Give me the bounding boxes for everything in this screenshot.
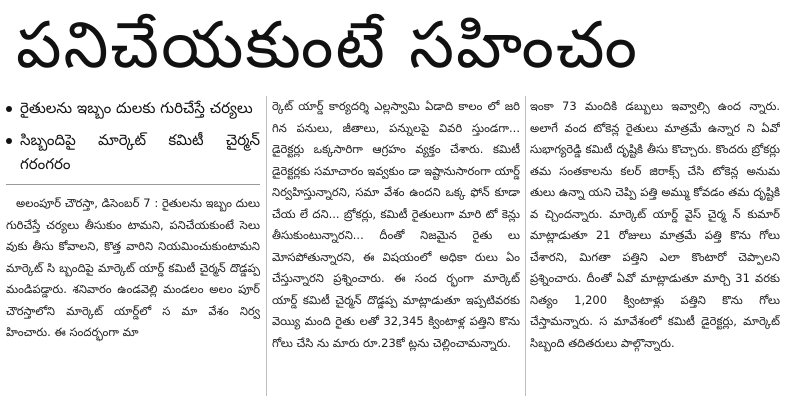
highlight-text: రైతులను ఇబ్బం దులకు గురిచేస్తే చర్యలు xyxy=(20,99,253,117)
article-column-1 xyxy=(6,96,260,402)
article-paragraph-3: ఇంకా 73 మందికి డబ్బులు ఇవ్వాల్సి ఉంద న్నారు. అలాగే వంద టోకెన్ల రైతులు మాత్రమే ఉన్నార ని ఏవో సుభాగ్యరెడ్డి కమిటీ దృష్టికి తీసు కొచ్చారు. కొందరు బ్రోకర్లు తమ సంతకాలను కలర్ జిరాక్స్ చేసి టోకెన్ల అనుమ తులు ఉన్నా యని చెప్పి పత్తి అమ్ము కోవడం తమ దృష్టికి వ చ్చిందన్నారు. మార్కెట్ యార్డ్ వైస్ చైర్మ న్ కుమార్ మాట్లాడుతూ 21 రోజులు మాత్రమే పత్తి కొను గోలు చేశారని, మిగతా పత్తిని ఎలా కొంటారో చెప్పాలని ప్రశ్నించారు. దీంతో ఏవో మాట్లాడుతూ మార్చి 31 వరకు నిత్యం 1,200 క్వింటాళ్లు పత్తిని కొను గోలు చేస్తామన్నారు. స మావేశంలో కమిటీ డైరెక్టర్లు, మార్కెట్ సిబ్బంది తదితరులు పాల్గొన్నారు. xyxy=(530,99,780,350)
highlight-item xyxy=(6,128,260,176)
highlight-list xyxy=(6,96,260,176)
bullet-icon xyxy=(6,106,12,112)
article-paragraph-2: ర్కెట్ యార్డ్ కార్యదర్శి ఎల్లస్వామి ఏడాది కాలం లో జరి గిన పనులు, జీతాలు, పన్నులపై వివరి స్తుండగా... డైరెక్టర్లు ఒక్కసారిగా ఆగ్రహం వ్యక్తం చేశారు. కమిటీ డైరెక్టర్లకు సమాచారం ఇవ్వకుం డా ఇష్టానుసారంగా యార్డ్ నిర్వహిస్తున్నారని, సమా వేశం ఉందని ఒక్క ఫోన్ కూడా చేయ లే దని... బ్రోకర్లు, కమిటీ రైతులుగా మారి టో కెన్లు తీసుకుంటున్నారని... దీంతో నిజమైన రైతు లు మోసపోతున్నారని, ఈ విషయంలో అధికా రులు ఏం చేస్తున్నారని ప్రశ్నించారు. ఈ సంద ర్భంగా మార్కెట్ యార్డ్ కమిటీ చైర్మన్ దొడ్డప్ప మాట్లాడుతూ ఇప్పటివరకు వెయ్యి మంది రైతు లతో 32,345 క్వింటాళ్ల పత్తిని కొను గోలు చేసి ను మారు రూ.23కో ట్లను చెల్లించామన్నారు. xyxy=(272,99,520,350)
section-divider xyxy=(6,184,260,185)
bullet-icon xyxy=(6,138,12,144)
highlight-text: సిబ్బందిపై మార్కెట్ కమిటీ చైర్మన్ గరంగరం xyxy=(20,131,260,173)
article-column-2 xyxy=(272,96,520,402)
article-column-3 xyxy=(530,96,780,402)
headline: పనిచేయకుంటే సహించం xyxy=(16,9,639,83)
article-paragraph-1: అలంపూర్ చౌరస్తా, డిసెంబర్ 7 : రైతులను ఇబ్బం దులు గురిచేస్తే చర్యలు తీసుకుం టామని, పనిచేయకుంటే సెలు వుకు తీసు కోవాలని, కొత్త వారిని నియమించుకుంటామని మార్కెట్ సి బ్బందిపై మార్కెట్ యార్డ్ కమిటీ చైర్మన్ దొడ్డప్ప మండిపడ్డారు. శనివారం ఉండవెల్లి మండలం అలం పూర్ చౌరస్తాలోని మార్కెట్ యార్డ్‌లో స మా వేశం నిర్వ హించారు. ఈ సందర్భంగా మా xyxy=(6,196,260,339)
column-divider xyxy=(266,96,267,396)
highlight-item xyxy=(6,96,260,120)
column-divider xyxy=(525,96,526,396)
